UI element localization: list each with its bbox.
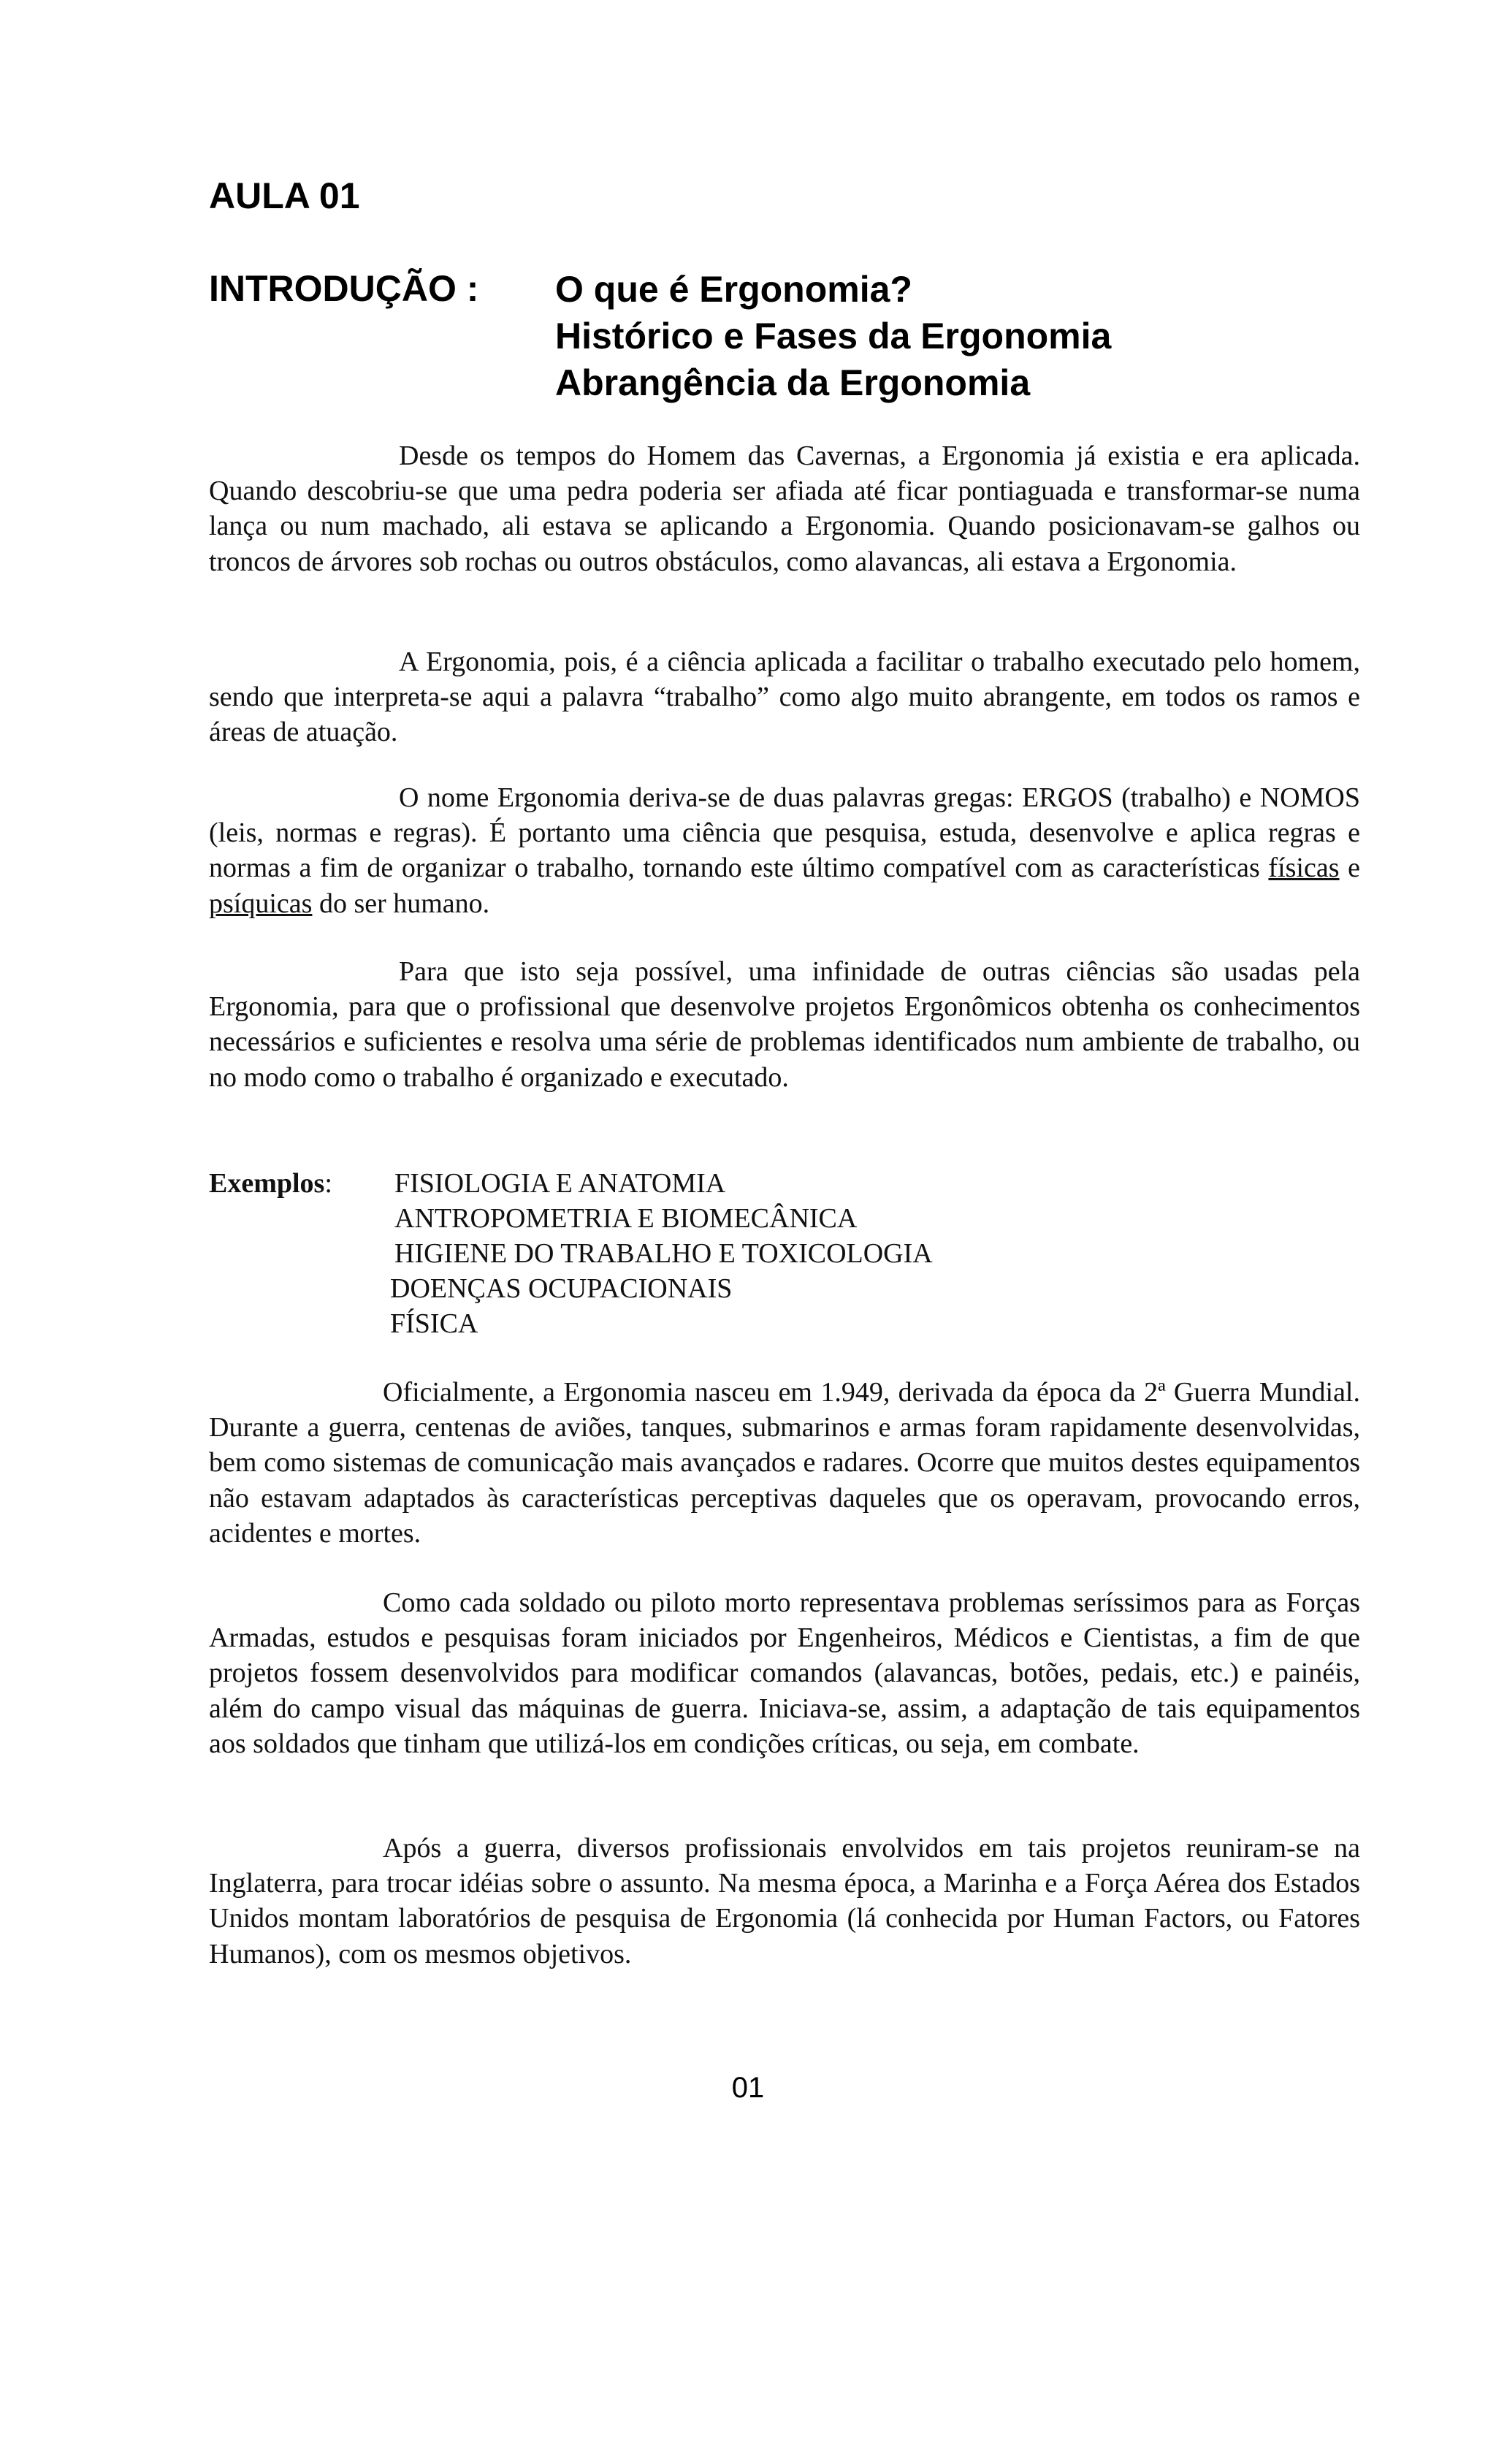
underlined-psiquicas: psíquicas: [209, 888, 313, 919]
paragraph-sciences: Para que isto seja possível, uma infinidade de outras ciências são usadas pela Ergonomia, para que o profissional que desenvolve projetos Ergonômicos obtenha os conhecimentos necessários e suficientes e resolva uma série de problemas identificados num ambiente de trabalho, ou no modo como o trabalho é organizado e executado.: [209, 956, 1360, 1093]
topic-item: O que é Ergonomia?: [555, 269, 912, 310]
example-item: FÍSICA: [390, 1308, 478, 1339]
topic-list: [555, 266, 1111, 406]
etymology-text: O nome Ergonomia deriva-se de duas palavras gregas: ERGOS (trabalho) e NOMOS (leis, normas e regras). É portanto uma ciência que pesquisa, estuda, desenvolve e aplica regras e normas a fim de organizar o trabalho, tornando este último compatível com as características: [209, 782, 1360, 884]
etymology-ending: do ser humano.: [312, 888, 490, 919]
paragraph-definition: A Ergonomia, pois, é a ciência aplicada a facilitar o trabalho executado pelo homem, sendo que interpreta-se aqui a palavra “trabalho” como algo muito abrangente, em todos os ramos e áreas de atuação.: [209, 646, 1360, 748]
paragraph-etymology: [209, 780, 1360, 921]
examples-label: [209, 1166, 332, 1201]
paragraph-post-war: Após a guerra, diversos profissionais envolvidos em tais projetos reuniram-se na Inglaterra, para trocar idéias sobre o assunto. Na mesma época, a Marinha e a Força Aérea dos Estados Unidos montam laboratórios de pesquisa de Ergonomia (lá conhecida por Human Factors, ou Fatores Humanos), com os mesmos objetivos.: [209, 1833, 1360, 1969]
paragraph-armed-forces: Como cada soldado ou piloto morto representava problemas seríssimos para as Forças Armadas, estudos e pesquisas foram iniciados por Engenheiros, Médicos e Cientistas, a fim de que projetos fossem desenvolvidos para modificar comandos (alavancas, botões, pedais, etc.) e painéis, além do campo visual das máquinas de guerra. Iniciava-se, assim, a adaptação de tais equipamentos aos soldados que tinham que utilizá-los em condições críticas, ou seja, em combate.: [209, 1587, 1360, 1759]
example-item: ANTROPOMETRIA E BIOMECÂNICA: [394, 1203, 858, 1234]
paragraph-caves: Desde os tempos do Homem das Cavernas, a Ergonomia já existia e era aplicada. Quando descobriu-se que uma pedra poderia ser afiada até ficar pontiaguada e transformar-se numa lança ou num machado, ali estava se aplicando a Ergonomia. Quando posicionavam-se galhos ou troncos de árvores sob rochas ou outros obstáculos, como alavancas, ali estava a Ergonomia.: [209, 440, 1360, 577]
example-item: HIGIENE DO TRABALHO E TOXICOLOGIA: [394, 1238, 933, 1269]
page-number: 01: [731, 2072, 765, 2104]
underlined-fisicas: físicas: [1268, 853, 1340, 884]
example-item: DOENÇAS OCUPACIONAIS: [390, 1273, 733, 1304]
example-item: FISIOLOGIA E ANATOMIA: [394, 1168, 726, 1199]
examples-colon: :: [324, 1168, 332, 1199]
lesson-title: AULA 01: [209, 175, 360, 216]
topic-item: Abrangência da Ergonomia: [555, 362, 1031, 403]
examples-list: [390, 1166, 933, 1341]
section-label: INTRODUÇÃO :: [209, 268, 479, 309]
etymology-conjunction: e: [1339, 853, 1360, 884]
topic-item: Histórico e Fases da Ergonomia: [555, 316, 1112, 356]
paragraph-history: Oficialmente, a Ergonomia nasceu em 1.949, derivada da época da 2ª Guerra Mundial. Durante a guerra, centenas de aviões, tanques, submarinos e armas foram rapidamente desenvolvidas, bem como sistemas de comunicação mais avançados e radares. Ocorre que muitos destes equipamentos não estavam adaptados às características perceptivas daqueles que os operavam, provocando erros, acidentes e mortes.: [209, 1377, 1360, 1549]
examples-label-text: Exemplos: [209, 1168, 325, 1199]
